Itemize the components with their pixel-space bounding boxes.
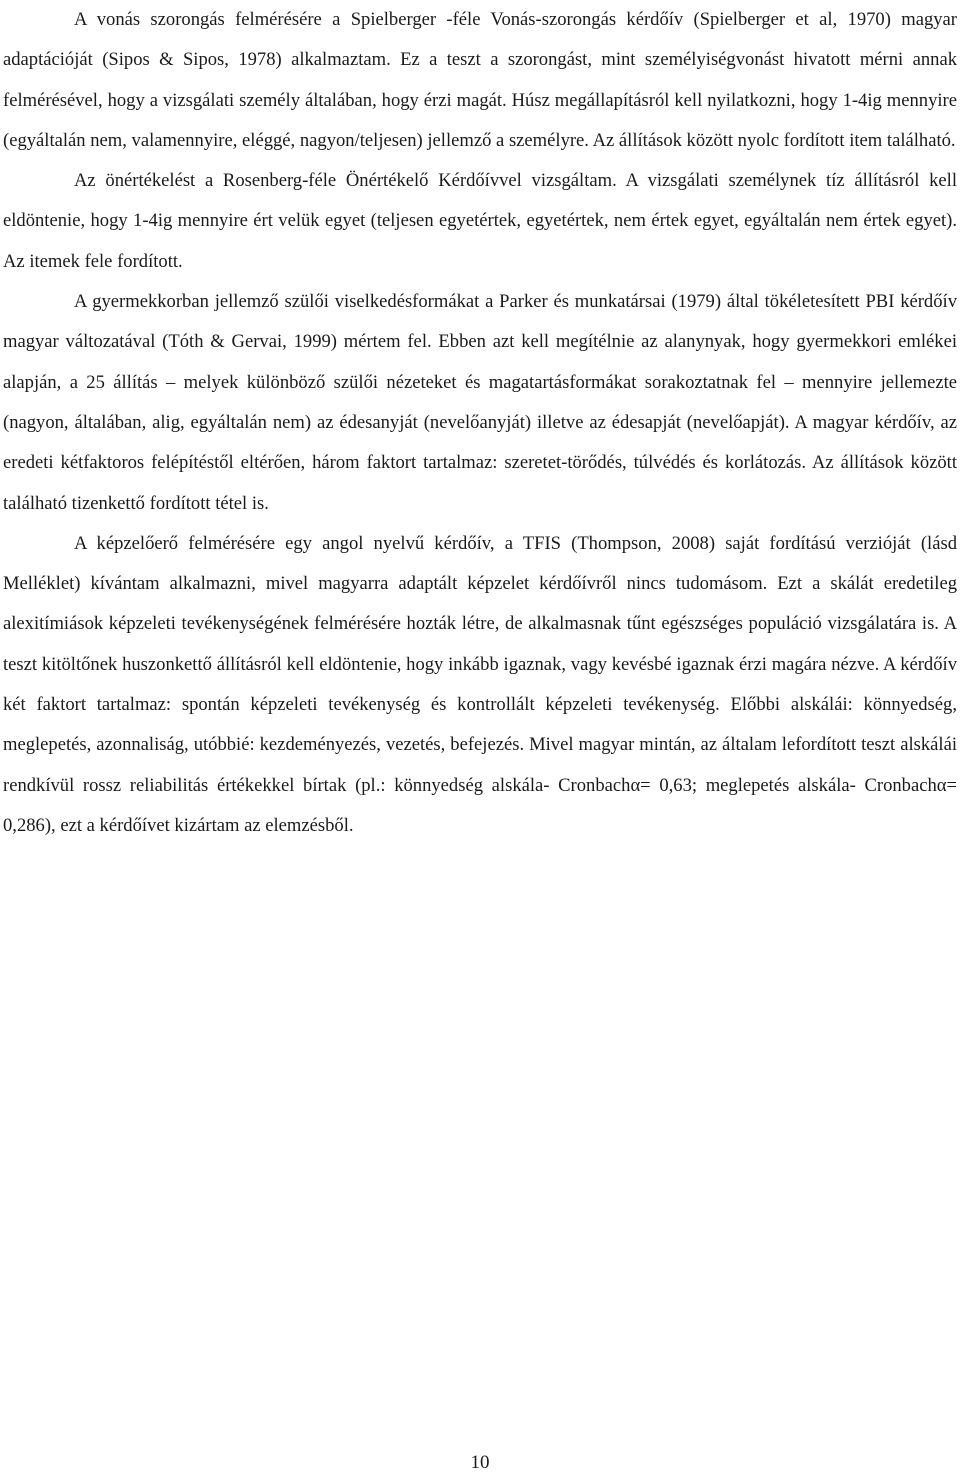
paragraph-parental-bonding: A gyermekkorban jellemző szülői viselkedésformákat a Parker és munkatársai (1979) által tökéletesített PBI kérdőív magyar változatával (Tóth & Gervai, 1999) mértem fel. Ebben azt kell megítélnie az alanynyak, hogy gyermekkori emlékei alapján, a 25 állítás – melyek különböző szülői nézeteket és magatartásformákat sorakoztatnak fel – mennyire jellemezte (nagyon, általában, alig, egyáltalán nem) az édesanyját (nevelőanyját) illetve az édesapját (nevelőapját). A magyar kérdőív, az eredeti kétfaktoros felépítéstől eltérően, három faktort tartalmaz: szeretet-törődés, túlvédés és korlátozás. Az állítások között található tizenkettő fordított tétel is.	[3, 291, 957, 514]
paragraph-imagination: A képzelőerő felmérésére egy angol nyelvű kérdőív, a TFIS (Thompson, 2008) saját fordítású verzióját (lásd Melléklet) kívántam alkalmazni, mivel magyarra adaptált képzelet kérdőívről nincs tudomásom. Ezt a skálát eredetileg alexitímiások képzeleti tevékenységének felmérésére hozták létre, de alkalmasnak tűnt egészséges populáció vizsgálatára is. A teszt kitöltőnek huszonkettő állításról kell eldöntenie, hogy inkább igaznak, vagy kevésbé igaznak érzi magára nézve. A kérdőív két faktort tartalmaz: spontán képzeleti tevékenység és kontrollált képzeleti tevékenység. Előbbi alskálái: könnyedség, meglepetés, azonnaliság, utóbbié: kezdeményezés, vezetés, befejezés. Mivel magyar mintán, az általam lefordított teszt alskálái rendkívül rossz reliabilitás értékekkel bírtak (pl.: könnyedség alskála- Cronbachα= 0,63; meglepetés alskála- Cronbachα= 0,286), ezt a kérdőívet kizártam az elemzésből.	[3, 532, 957, 836]
body-text	[3, 0, 957, 846]
page-number: 10	[470, 1452, 490, 1473]
paragraph-self-esteem: Az önértékelést a Rosenberg-féle Önértékelő Kérdőívvel vizsgáltam. A vizsgálati személynek tíz állításról kell eldöntenie, hogy 1-4ig mennyire ért velük egyet (teljesen egyetértek, egyetértek, nem értek egyet, egyáltalán nem értek egyet). Az itemek fele fordított.	[3, 170, 957, 272]
paragraph-trait-anxiety: A vonás szorongás felmérésére a Spielberger -féle Vonás-szorongás kérdőív (Spielberger et al, 1970) magyar adaptációját (Sipos & Sipos, 1978) alkalmaztam. Ez a teszt a szorongást, mint személyiségvonást hivatott mérni annak felmérésével, hogy a vizsgálati személy általában, hogy érzi magát. Húsz megállapításról kell nyilatkozni, hogy 1-4ig mennyire (egyáltalán nem, valamennyire, eléggé, nagyon/teljesen) jellemző a személyre. Az állítások között nyolc fordított item található.	[3, 9, 957, 151]
